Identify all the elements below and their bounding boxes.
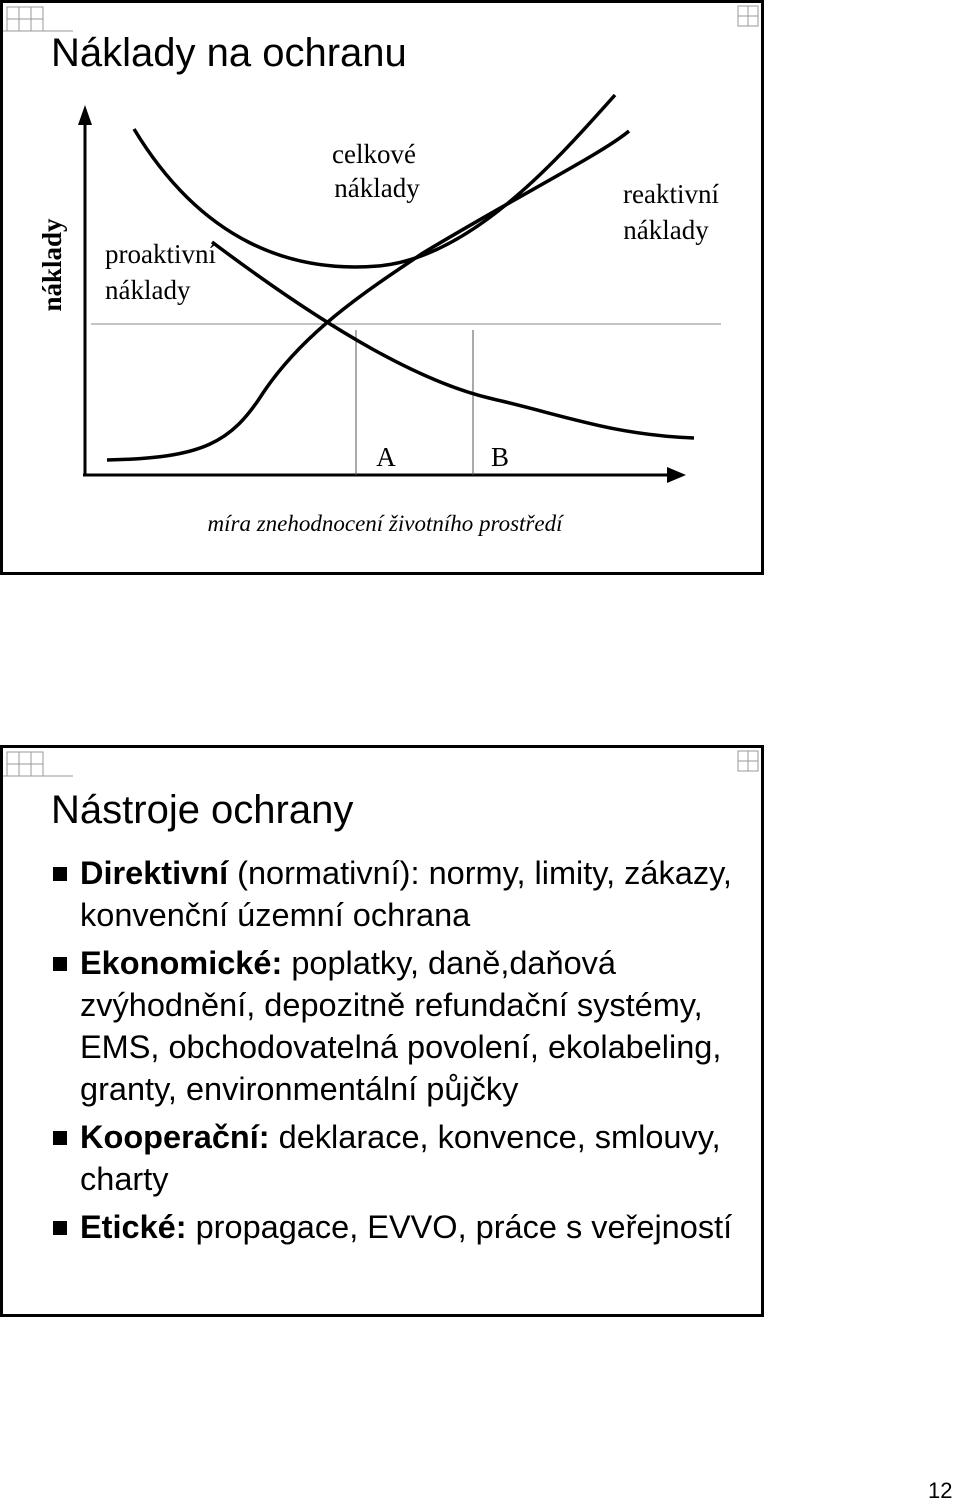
- item-text: (normativní): normy, limity, zákazy, konvenční územní ochrana: [80, 855, 732, 933]
- reactive-costs-label-line2: náklady: [623, 215, 709, 245]
- proactive-costs-label-line1: proaktivní: [105, 239, 216, 269]
- list-item: [47, 942, 747, 1110]
- reactive-costs-label-line1: reaktivní: [623, 179, 719, 209]
- slide-title: Nástroje ochrany: [51, 788, 354, 832]
- bullet-square-icon: [53, 1221, 67, 1235]
- slide-title: Náklady na ochranu: [51, 31, 407, 75]
- proactive-costs-label-line2: náklady: [105, 275, 191, 305]
- list-item: [47, 852, 747, 936]
- item-text: deklarace, konvence, smlouvy, charty: [80, 1119, 721, 1197]
- corner-grid-decoration: [3, 748, 73, 790]
- bullet-square-icon: [53, 957, 67, 971]
- total-costs-label-line2: náklady: [334, 173, 420, 203]
- cost-curve-diagram: [3, 3, 761, 572]
- item-text: propagace, EVVO, práce s veřejností: [186, 1209, 733, 1245]
- item-heading: Direktivní: [80, 855, 229, 891]
- x-axis-label: míra znehodnocení životního prostředí: [207, 511, 563, 536]
- tools-bullet-list: [47, 852, 747, 1254]
- point-a-label: A: [376, 442, 396, 472]
- slide-protection-tools: [0, 745, 764, 1317]
- total-costs-label-line1: celkové: [332, 139, 416, 169]
- proactive-cost-curve: [212, 242, 694, 438]
- point-b-label: B: [490, 442, 510, 472]
- list-item: [47, 1116, 747, 1200]
- slide-cost-curves: [0, 0, 764, 575]
- corner-square-decoration: [737, 750, 759, 772]
- page-number: 12: [928, 1478, 953, 1503]
- item-heading: Ekonomické:: [80, 945, 283, 981]
- x-axis-arrowhead: [667, 467, 686, 483]
- bullet-square-icon: [53, 1131, 67, 1145]
- y-axis-arrowhead: [78, 105, 92, 125]
- bullet-square-icon: [53, 867, 67, 881]
- item-text: poplatky, daně,daňová zvýhodnění, depozitně refundační systémy, EMS, obchodovatelná povolení, ekolabeling, granty, environmentální půjčky: [80, 945, 722, 1107]
- item-heading: Etické:: [80, 1209, 187, 1245]
- y-axis-label: náklady: [37, 218, 67, 312]
- list-item: [47, 1206, 747, 1248]
- item-heading: Kooperační:: [80, 1119, 270, 1155]
